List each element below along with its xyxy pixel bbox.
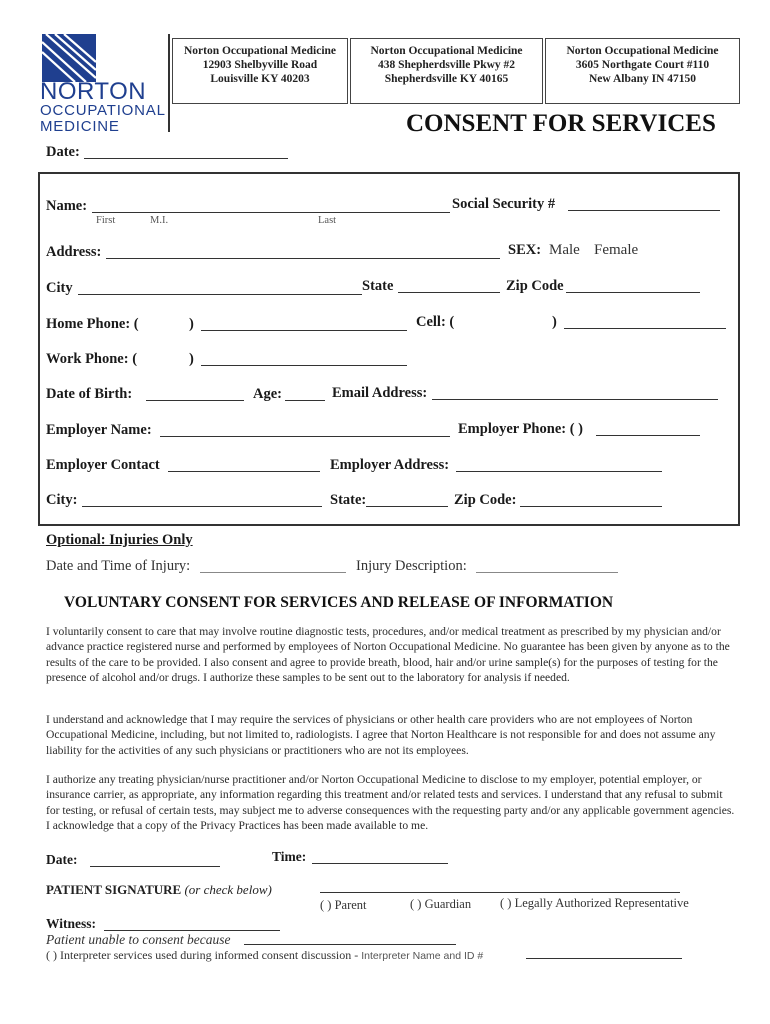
employer-zip-field[interactable]	[520, 506, 662, 507]
employer-address-label: Employer Address:	[330, 457, 450, 473]
name-last-caption: Last	[318, 215, 337, 226]
location-street: 3605 Northgate Court #110	[575, 59, 710, 71]
home-phone-label: Home Phone: (	[46, 316, 139, 332]
zip-label: Zip Code	[506, 278, 564, 294]
name-mi-caption: M.I.	[150, 215, 169, 226]
witness-field[interactable]	[104, 930, 280, 931]
cell-label: Cell: (	[416, 314, 455, 330]
sex-male-option[interactable]: Male	[549, 242, 580, 258]
patient-signature-text: PATIENT SIGNATURE	[46, 882, 182, 897]
patient-signature-label	[46, 882, 272, 898]
location-box-louisville	[172, 38, 348, 104]
injury-description-label: Injury Description:	[356, 558, 467, 574]
location-name: Norton Occupational Medicine	[370, 45, 523, 57]
consent-paragraph-2: I understand and acknowledge that I may require the services of physicians or other health care providers who are not employees of Norton Occupational Medicine, including, but not limited to, radiologists. I agree that Norton Healthcare is not responsible for and does not assume any liability for the activities of any such physicians or practitioners who are not its employees.	[46, 713, 716, 757]
location-city: New Albany IN 47150	[588, 73, 697, 85]
unable-to-consent-label: Patient unable to consent because	[46, 932, 231, 947]
cell-paren: )	[552, 314, 557, 330]
employer-state-label: State:	[330, 492, 367, 508]
dob-label: Date of Birth:	[46, 386, 133, 402]
patient-signature-field[interactable]	[320, 892, 680, 893]
or-check-below-text: (or check below)	[184, 882, 272, 897]
ssn-label: Social Security #	[452, 196, 556, 212]
location-box-new-albany	[545, 38, 740, 104]
unable-to-consent-field[interactable]	[244, 944, 456, 945]
location-city: Shepherdsville KY 40165	[384, 73, 509, 85]
page-title: CONSENT FOR SERVICES	[406, 110, 716, 137]
date-label: Date:	[46, 144, 80, 160]
employer-city-label: City:	[46, 492, 78, 508]
home-phone-paren: )	[189, 316, 194, 332]
work-phone-field[interactable]	[201, 365, 407, 366]
employer-city-field[interactable]	[82, 506, 322, 507]
city-field[interactable]	[78, 294, 362, 295]
location-name: Norton Occupational Medicine	[183, 45, 337, 57]
state-field[interactable]	[398, 292, 500, 293]
dob-field[interactable]	[146, 400, 244, 401]
zip-field[interactable]	[566, 292, 700, 293]
signature-date-label: Date:	[46, 852, 78, 867]
address-label: Address:	[46, 244, 102, 260]
interpreter-name-id-text: Interpreter Name and ID #	[361, 950, 484, 962]
ssn-field[interactable]	[568, 210, 720, 211]
consent-heading: VOLUNTARY CONSENT FOR SERVICES AND RELEASE OF INFORMATION	[64, 594, 614, 611]
employer-phone-field[interactable]	[596, 435, 700, 436]
employer-contact-label: Employer Contact	[46, 457, 160, 473]
logo-divider	[168, 34, 170, 132]
location-street: 12903 Shelbyville Road	[202, 59, 318, 71]
signature-date-field[interactable]	[90, 866, 220, 867]
email-field[interactable]	[432, 399, 718, 400]
logo-word-norton: NORTON	[40, 78, 147, 105]
cell-field[interactable]	[564, 328, 726, 329]
interpreter-checkbox[interactable]	[46, 948, 483, 963]
location-box-shepherdsville	[350, 38, 543, 104]
location-city: Louisville KY 40203	[210, 73, 310, 85]
optional-injuries-heading: Optional: Injuries Only	[46, 532, 193, 548]
injury-description-field[interactable]	[476, 572, 618, 573]
injury-date-time-field[interactable]	[200, 572, 346, 573]
name-first-caption: First	[96, 215, 116, 226]
witness-label: Witness:	[46, 916, 97, 931]
norton-logo-icon	[42, 34, 96, 82]
logo-word-occupational: OCCUPATIONAL	[40, 102, 166, 119]
work-phone-label: Work Phone: (	[46, 351, 138, 367]
date-field[interactable]	[84, 158, 288, 159]
city-label: City	[46, 280, 73, 296]
guardian-checkbox[interactable]: ( ) Guardian	[410, 897, 472, 911]
interpreter-text: ( ) Interpreter services used during informed consent discussion -	[46, 948, 359, 962]
location-name: Norton Occupational Medicine	[566, 45, 719, 57]
sex-female-option[interactable]: Female	[594, 242, 639, 258]
logo	[36, 30, 171, 134]
consent-paragraph-1: I voluntarily consent to care that may involve routine diagnostic tests, procedures, and/or medical treatment as prescribed by my physician and/or advance practice registered nurse and performed by employees of Norton Occupational Medicine. No guarantee has been given by anyone as to the results of the care to be provided. I also consent and agree to provide breath, blood, hair and/or urine sample(s) for the purposes of testing for the presence of alcohol and/or drugs. I authorize these samples to be sent out to the laboratory for analysis if needed.	[46, 625, 730, 685]
parent-checkbox[interactable]: ( ) Parent	[320, 898, 367, 912]
age-label: Age:	[253, 386, 282, 402]
email-label: Email Address:	[332, 385, 428, 401]
employer-state-field[interactable]	[366, 506, 448, 507]
legal-representative-checkbox[interactable]: ( ) Legally Authorized Representative	[500, 896, 689, 910]
logo-word-medicine: MEDICINE	[40, 118, 120, 135]
employer-name-field[interactable]	[160, 436, 450, 437]
employer-address-field[interactable]	[456, 471, 662, 472]
location-street: 438 Shepherdsville Pkwy #2	[377, 59, 516, 71]
name-field[interactable]	[92, 212, 450, 213]
home-phone-field[interactable]	[201, 330, 407, 331]
address-field[interactable]	[106, 258, 500, 259]
employer-contact-field[interactable]	[168, 471, 320, 472]
sex-label: SEX:	[508, 242, 542, 258]
name-label: Name:	[46, 198, 88, 214]
age-field[interactable]	[285, 400, 325, 401]
consent-paragraph-3: I authorize any treating physician/nurse practitioner and/or Norton Occupational Medicine to disclose to my employer, potential employer, or insurance carrier, as appropriate, any information regarding this treatment and/or related tests and services. I understand that any refusal to submit for testing, or refusal of certain tests, may subject me to adverse consequences with the requesting party and/or any applicable government agencies. I acknowledge that a copy of the Privacy Practices has been made available to me.	[46, 773, 735, 833]
signature-time-label: Time:	[272, 849, 307, 864]
interpreter-name-field[interactable]	[526, 958, 682, 959]
employer-name-label: Employer Name:	[46, 422, 152, 438]
employer-zip-label: Zip Code:	[454, 492, 517, 508]
work-phone-paren: )	[189, 351, 194, 367]
state-label: State	[362, 278, 394, 294]
employer-phone-label: Employer Phone: ( )	[458, 421, 583, 437]
signature-time-field[interactable]	[312, 863, 448, 864]
injury-date-time-label: Date and Time of Injury:	[46, 558, 191, 574]
